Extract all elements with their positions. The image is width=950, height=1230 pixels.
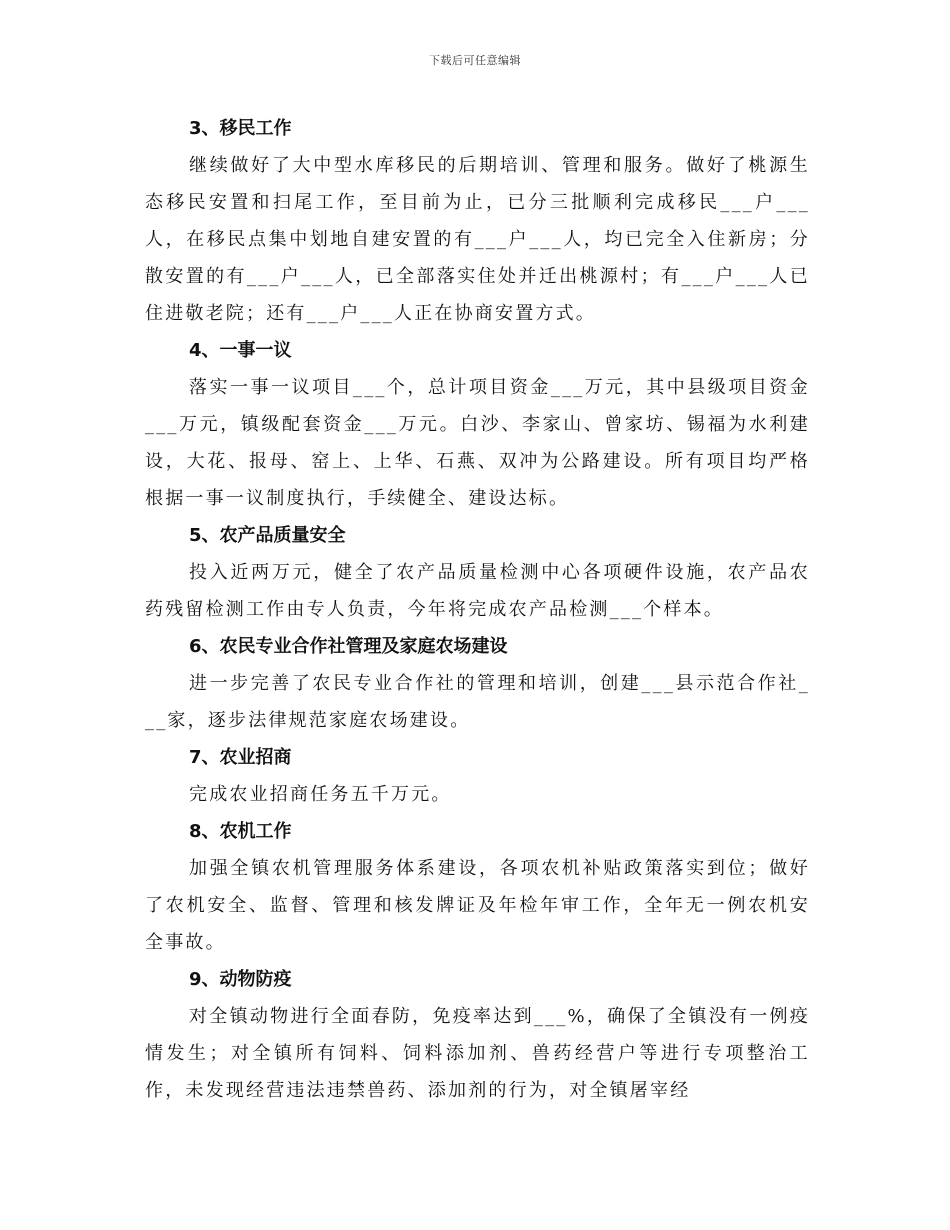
page-header: 下载后可任意编辑: [429, 54, 521, 67]
section-heading: 7、农业招商: [189, 747, 292, 768]
section-paragraph: 对全镇动物进行全面春防，免疫率达到___%，确保了全镇没有一例疫情发生；对全镇所有饲料、饲料添加剂、兽药经营户等进行专项整治工作，未发现经营违法违禁兽药、添加剂的行为，对全镇屠宰经: [145, 1006, 810, 1101]
section-heading: 3、移民工作: [189, 118, 292, 139]
section-paragraph: 投入近两万元，健全了农产品质量检测中心各项硬件设施，农产品农药残留检测工作由专人负责，今年将完成农产品检测___个样本。: [145, 562, 810, 620]
section-machinery: [145, 813, 810, 961]
section-paragraph: 继续做好了大中型水库移民的后期培训、管理和服务。做好了桃源生态移民安置和扫尾工作，至目前为止，已分三批顺利完成移民___户___人，在移民点集中划地自建安置的有___户___人，均已完全入住新房；分散安置的有___户___人，已全部落实住处并迁出桃源村；有___户___人已住进敬老院；还有___户___人正在协商安置方式。: [145, 155, 810, 324]
section-paragraph: 完成农业招商任务五千万元。: [189, 784, 452, 805]
section-heading: 9、动物防疫: [189, 969, 292, 990]
section-paragraph: 加强全镇农机管理服务体系建设，各项农机补贴政策落实到位；做好了农机安全、监督、管理和核发牌证及年检年审工作，全年无一例农机安全事故。: [145, 858, 810, 953]
section-heading: 4、一事一议: [189, 340, 292, 361]
section-paragraph: 进一步完善了农民专业合作社的管理和培训，创建___县示范合作社___家，逐步法律规范家庭农场建设。: [145, 673, 810, 731]
section-epidemic-prevention: [145, 961, 810, 1109]
document-body: [145, 110, 810, 1109]
section-heading: 8、农机工作: [189, 821, 292, 842]
section-one-matter-one-discussion: [145, 332, 810, 517]
section-heading: 6、农民专业合作社管理及家庭农场建设: [189, 636, 508, 657]
section-product-safety: [145, 517, 810, 628]
section-paragraph: 落实一事一议项目___个，总计项目资金___万元，其中县级项目资金___万元，镇级配套资金___万元。白沙、李家山、曾家坊、锡福为水利建设，大花、报母、窑上、上华、石燕、双冲为公路建设。所有项目均严格根据一事一议制度执行，手续健全、建设达标。: [145, 377, 810, 509]
section-heading: 5、农产品质量安全: [189, 525, 346, 546]
section-cooperatives: [145, 628, 810, 739]
section-investment: [145, 739, 810, 813]
section-resettlement: [145, 110, 810, 332]
